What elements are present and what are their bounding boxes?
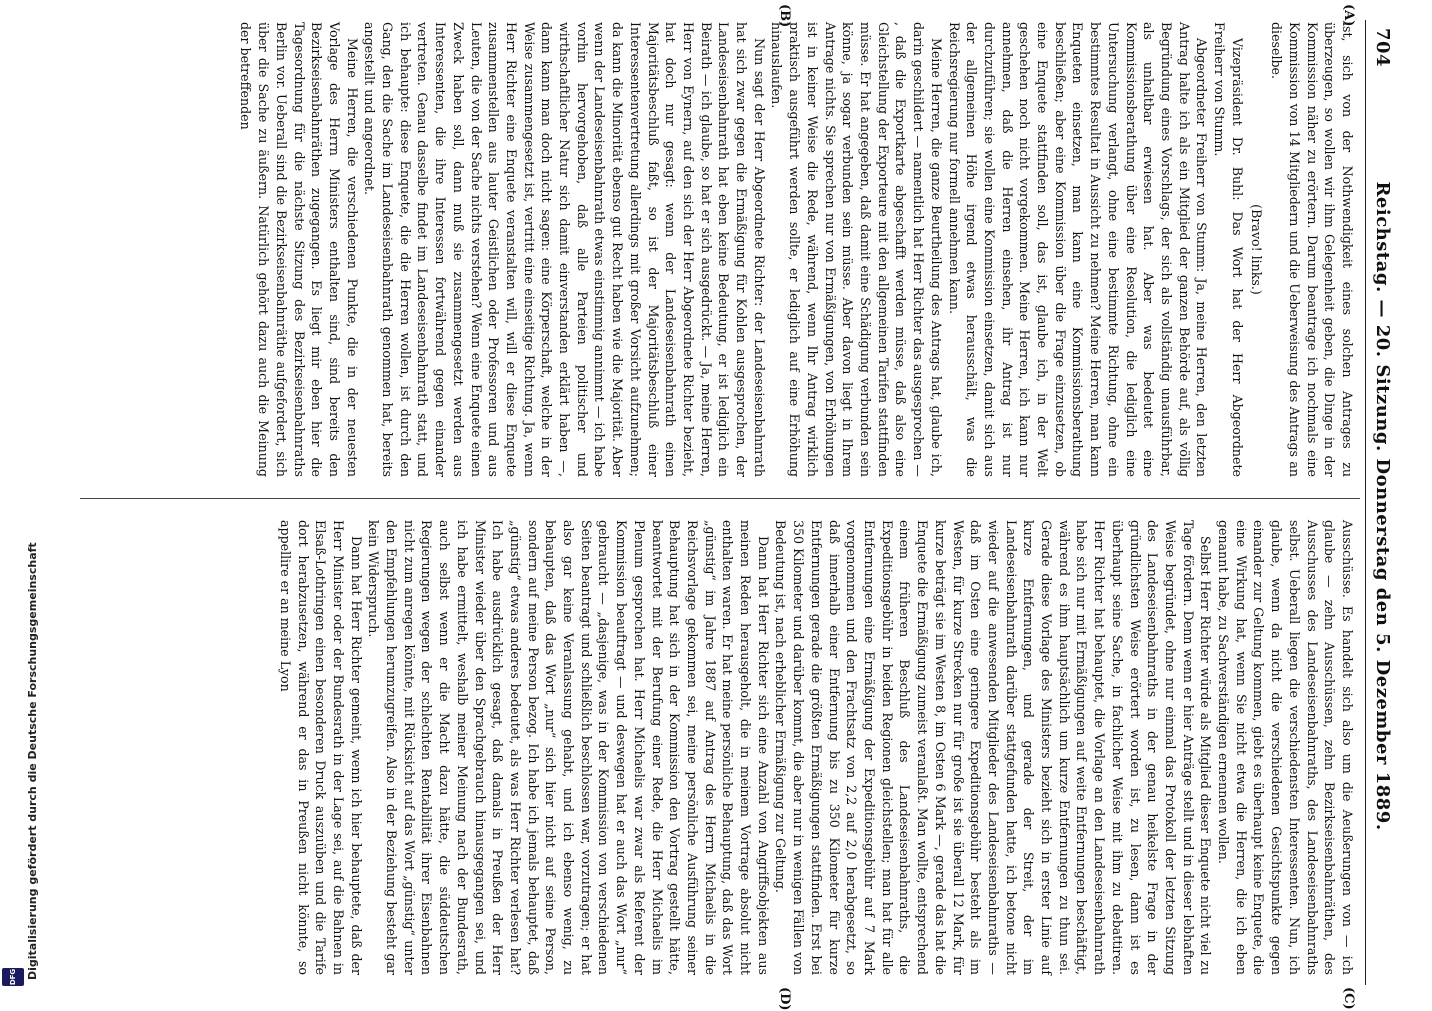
margin-marker-b: (B)	[777, 4, 792, 28]
digitization-note: Digitalisierung gefördert durch die Deutsche Forschungsgemeinschaft	[26, 542, 39, 980]
paragraph: Dann hat Herr Richter sich eine Anzahl von Angriffsobjekten aus meinen Reden herausgeholt, die in meinem Vortrage absolut nicht enthalten waren. Er hat meine persönliche Behauptung, daß das Wort „günstig“ im Jahre 1887 auf Antrag des Herrn Michaelis in die Reichsvorlage gekommen sei, meine persönliche Ausführung seiner Behauptung hat sich in der Kommission den Vortrag gestellt hätte, beantwortet mit der Berufung einer Rede, die Herr Michaelis im Plenum gesprochen hat. Herr Michaelis war zwar als Referent der Kommission beauftragt — und deswegen hat er auch das Wort „nur“ gebraucht — „dasjenige, was in der Kommission von verschiedenen Seiten beantragt und schließlich beschlossen war, vorzutragen; er hat also gar keine Veranlassung gehabt, und ich ebenso wenig, zu behaupten, daß das Wort „nur“ sich hier nicht auf seine Person, sondern auf meine Person bezog. Ich habe ich jemals behauptet, daß „günstig“ etwas anderes bedeutet, als was Herr Richter verlesen hat? Ich habe ausdrücklich gesagt, daß damals in Preußen der Herr Minister wieder über den Sprachgebrauch hinausgegangen sei, und ich habe ermittelt, weshalb meiner Meinung nach der Bundesrath, auch selbst wenn er die Macht dazu hätte, die süddeutschen Regierungen wegen der schlechten Rentabilität ihrer Eisenbahnen nicht zum anregen könnte, mit Rücksicht auf das Wort „günstig“ unter den Empfehlungen herumzugreifen. Also in der Beziehung besteht gar kein Widerspruch.	[366, 520, 771, 975]
margin-marker-a: (A)	[1341, 4, 1356, 27]
paragraph: Abgeordneter Freiherr von Stumm: Ja, meine Herren, den letzten Antrag halte ich als ein Mitglied der ganzen Behörde auf, als völlig Begründung eines Vorschlags, der sich als vollständig unausführbar, als unhaltbar erwiesen hat. Aber was bedeutet eine Kommissionsberathung über eine Resolution, die lediglich eine Untersuchung verlangt, ohne eine bestimmte Richtung, ohne ein bestimmtes Resultat in Aussicht zu nehmen? Meine Herren, man kann Enqueten einsetzen, man kann eine Kommissionsberathung beschließen; aber eine Kommission über die Frage einzusetzen, ob eine Enquete stattfinden soll, das ist, glaube ich, in der Welt geschehen noch nicht vorgekommen. Meine Herren, ich kann nur annehmen, daß die Herren einsehen, ihr Antrag ist nur durchzuführen; sie wollen eine Kommission einsetzen, damit sich aus der allgemeinen Höhe irgend etwas herausschält, was die Reichsregierung nur formell annehmen kann.	[946, 22, 1210, 477]
paragraph: Ausschüsse. Es handelt sich also um die Aeußerungen von — ich glaube — zehn Ausschüssen, zehn Bezirkseisenbahnräthen, des Ausschusses des Landeseisenbahnraths, des Landeseisenbahnraths selbst. Ueberall liegen die verschiedensten Interessenten. Nun, ich glaube, wenn da nicht die verschiedenen Gesichtspunkte gegen einander zur Geltung kommen, giebt es überhaupt keine Enquete, die eine Wirkung hat, wenn Sie nicht etwa die Herren, die ich eben genannt habe, zu Sachverständigen ernennen wollen.	[1216, 520, 1355, 975]
column-divider	[80, 498, 1360, 499]
page-title: Reichstag. — 20. Sitzung. Donnerstag den 5. Dezember 1889.	[1372, 181, 1394, 831]
right-column	[276, 520, 1356, 975]
paragraph: Meine Herren, die verschiedenen Punkte, die in der neuesten Vorlage des Herrn Ministers enthalten sind, sind bereits den Bezirkseisenbahnräthen zugegangen. Es liegt mir eben hier die Tagesordnung für die nächste Sitzung des Bezirkseisenbahnraths Berlin vor. Ueberall sind die Bezirkseisenbahnräthe aufgefordert, sich über die Sache zu äußern. Natürlich gehört dazu auch die Meinung der betreffenden	[238, 22, 360, 477]
dfg-logo-icon: DFG	[2, 968, 24, 986]
interjection: (Bravo! links.)	[1249, 204, 1265, 295]
paragraph: ist, sich von der Nothwendigkeit eines solchen Antrages zu überzeugen, so wollen wir ihm Gelegenheit geben, die Dinge in der Kommission näher zu erörtern. Darum beantrage ich nochmals eine Kommission von 14 Mitgliedern und die Ueberweisung des Antrags an dieselbe.	[1269, 22, 1355, 477]
page-header	[1365, 20, 1400, 985]
paragraph: Vizepräsident Dr. Buhl: Das Wort hat der Herr Abgeordnete Freiherr von Stumm.	[1212, 22, 1245, 477]
rotated-page	[70, 4, 1400, 1011]
paragraph: Nun sagt der Herr Abgeordnete Richter: der Landeseisenbahnrath hat sich zwar gegen die Ermäßigung für Kohlen ausgesprochen, der Landeseisenbahnrath hat eben keine Bedeutung, er ist lediglich ein Beirath — ich glaube, so hat er sich ausgedrückt. — Ja, meine Herren, Herr von Eynern, auf den sich der Herr Abgeordnete Richter bezieht, hat doch nur gesagt: wenn der Landeseisenbahnrath einen Majoritätsbeschluß faßt, so ist der Majoritätsbeschluß einer Interessentenvertretung allerdings mit großer Vorsicht aufzunehmen; da kann die Minorität ebenso gut Recht haben wie die Majorität. Aber wenn der Landeseisenbahnrath etwas einstimmig annimmt — ich habe vorhin hervorgehoben, daß alle Parteien politischer und wirthschaftlicher Natur sich damit einverstanden erklärt haben —, dann kann man doch nicht sagen: eine Körperschaft, welche in der Weise zusammengesetzt ist, vertritt eine einseitige Richtung. Ja, wenn Herr Richter eine Enquete veranstalten will, will er diese Enquete zusammenstellen aus lauter Geistlichen oder Professoren und aus Leuten, die von der Sache nichts verstehen? Wenn eine Enquete einen Zweck haben soll, dann muß sie zusammengesetzt werden aus Interessenten, die ihre Interessen fortwährend gegen einander vertreten. Genau dasselbe findet im Landeseisenbahnrath statt, und ich behaupte: diese Enquete, die die Herren wollen, ist durch den Gang, den die Sache im Landeseisenbahnrath genommen hat, bereits angestellt und angeordnet.	[362, 22, 767, 477]
left-column	[237, 22, 1356, 477]
margin-marker-d: (D)	[777, 987, 792, 1011]
paragraph: Dann hat Herr Richter gemeint, wenn ich hier behauptete, daß der Herr Minister oder der Bundesrath in der Lage sei, auf die Bahnen in Elsaß-Lothringen einen besonderen Druck auszuüben und die Tarife dort herabzusetzen, während er das in Preußen nicht könnte, so appellire er an meine Lyon	[277, 520, 364, 975]
page-number: 704	[1372, 28, 1394, 68]
margin-marker-c: (C)	[1341, 987, 1356, 1010]
paragraph: Selbst Herr Richter würde als Mitglied dieser Enquete nicht viel zu Tage fördern. Denn wenn er hier Anträge stellt und in dieser lebhaften Weise begründet, ohne nur einmal das Protokoll der letzten Sitzung des Landeseisenbahnraths in der genau heikelste Frage in der gründlichsten Weise erörtert worden ist, zu lesen, dann ist es überhaupt seine Sache, in fachlicher Weise mit ihm zu debattiren. Herr Richter hat behauptet, die Vorlage an den Landeseisenbahnrath habe sich nur mit Ermäßigungen auf weite Entfernungen beschäftigt, während es ihm hauptsächlich um kurze Entfernungen zu thun sei. Gerade diese Vorlage des Ministers bezieht sich in erster Linie auf kurze Entfernungen, und gerade der Streit, der im Landeseisenbahnrath darüber stattgefunden hatte, ich betone nicht wieder auf die anwesenden Mitglieder des Landeseisenbahnraths — daß im Osten eine geringere Expeditionsgebühr besteht als im Westen, für kurze Strecken nur für große ist sie überall 12 Mark, für kurze beträgt sie im Westen 8, im Osten 6 Mark —, gerade das hat die Enquete die Ermäßigung zumeist veranlaßt. Man wollte, entsprechend einem früheren Beschluß des Landeseisenbahnraths, die Expeditionsgebühr in beiden Regionen gleichstellen; man hat für alle Entfernungen eine Ermäßigung der Expeditionsgebühr auf 7 Mark vorgenommen und den Frachtsatz von 2,2 auf 2,0 herabgesetzt, so daß innerhalb einer Entfernung bis zu 350 Kilometer für kurze Entfernungen gerade die größten Ermäßigungen stattfinden. Erst bei 350 Kilometer und darüber kommt, die aber nur in wenigen Fällen von Bedeutung ist, nach erheblicher Ermäßigung zur Geltung.	[773, 520, 1214, 975]
paragraph: Meine Herren, die ganze Beurtheilung des Antrags hat, glaube ich, darin geschildert — namentlich hat Herr Richter das ausgesprochen — , daß die Exportkarte abgeschafft werden müsse, daß also eine Gleichstellung der Exporteure mit den allgemeinen Tarifen stattfinden müsse. Er hat angegeben, daß damit eine Schädigung verbunden sein könne, ja sogar verbunden sein müsse. Aber davon liegt in Ihrem Antrage nichts. Sie sprechen nur von Ermäßigungen, von Erhöhungen ist in keiner Weise die Rede, während, wenn Ihr Antrag wirklich praktisch ausgeführt werden sollte, er lediglich auf eine Erhöhung hinauslaufen.	[769, 22, 944, 477]
